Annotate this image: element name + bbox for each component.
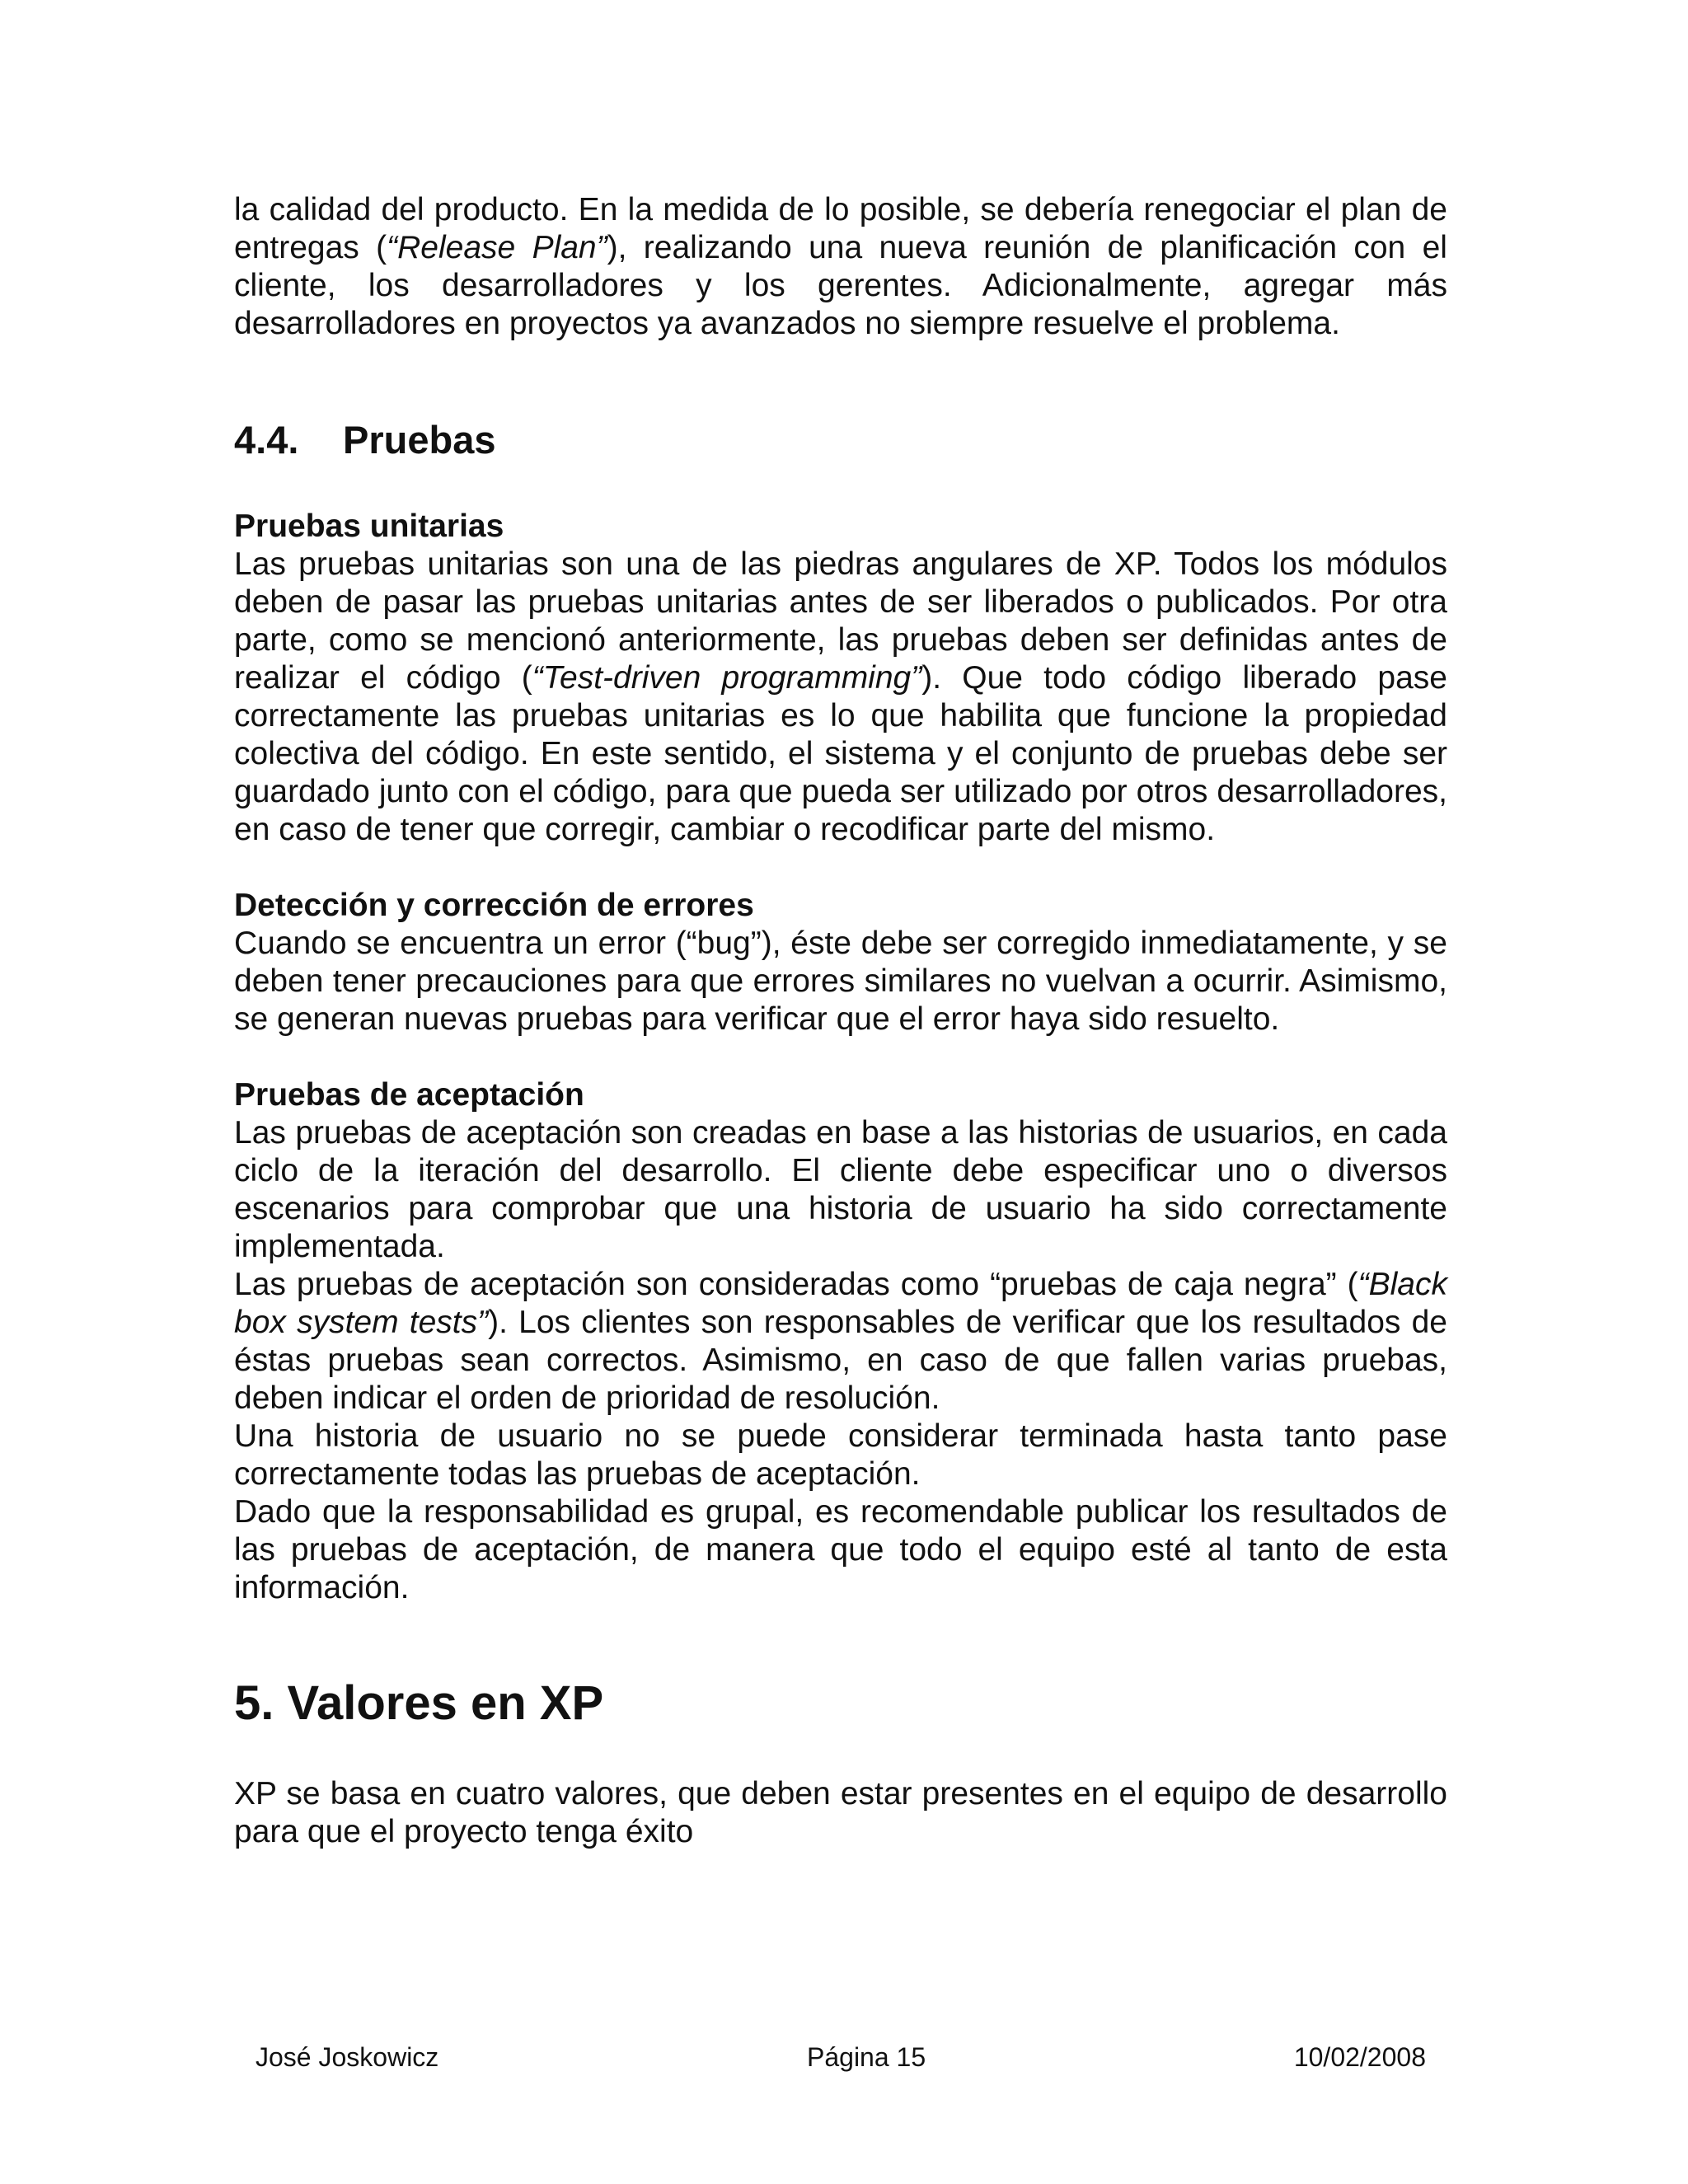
section-heading xyxy=(234,417,1447,463)
unit-tests-text-a: Las pruebas unitarias son una de las piedras angulares de XP. Todos los módulos deben de pasar las pruebas unitarias antes de ser liberados o publicados. Por otra parte, como se mencionó anteriormente, las pruebas deben ser definidas antes de realizar el código ( xyxy=(234,546,1447,696)
unit-tests-paragraph xyxy=(234,546,1447,849)
chapter-title: 5. Valores en XP xyxy=(234,1676,604,1730)
acceptance-paragraph-1: Las pruebas de aceptación son creadas en base a las historias de usuarios, en cada ciclo de la iteración del desarrollo. El cliente debe especificar uno o diversos escenarios para comprobar que una historia de usuario ha sido correctamente implementada. xyxy=(234,1115,1447,1264)
acceptance-p2-text-c: ). Los clientes son responsables de verificar que los resultados de éstas pruebas sean correctos. Asimismo, en caso de que fallen varias pruebas, deben indicar el orden de prioridad de resolución. xyxy=(234,1305,1448,1416)
bugs-paragraph: Cuando se encuentra un error (“bug”), éste debe ser corregido inmediatamente, y se deben tener precauciones para que errores similares no vuelvan a ocurrir. Asimismo, se generan nuevas pruebas para verificar que el error haya sido resuelto. xyxy=(234,926,1447,1037)
acceptance-paragraph-4: Dado que la responsabilidad es grupal, es recomendable publicar los resultados de las pruebas de aceptación, de manera que todo el equipo esté al tanto de esta información. xyxy=(234,1494,1447,1605)
acceptance-paragraph-3: Una historia de usuario no se puede considerar terminada hasta tanto pase correctamente todas las pruebas de aceptación. xyxy=(234,1418,1447,1492)
section-number: 4.4. xyxy=(234,418,299,462)
page-content xyxy=(234,191,1447,1851)
acceptance-paragraph-2 xyxy=(234,1266,1447,1418)
footer-page-number: Página 15 xyxy=(807,2042,926,2072)
chapter-paragraph: XP se basa en cuatro valores, que deben estar presentes en el equipo de desarrollo para que el proyecto tenga éxito xyxy=(234,1776,1447,1849)
unit-tests-heading: Pruebas unitarias xyxy=(234,509,504,544)
footer-date: 10/02/2008 xyxy=(1293,2042,1426,2072)
release-plan-term: “Release Plan” xyxy=(387,230,607,265)
acceptance-p2-text-a: Las pruebas de aceptación son consideradas como “pruebas de caja negra” ( xyxy=(234,1267,1358,1302)
tdd-term: “Test-driven programming” xyxy=(532,660,922,696)
footer-author: José Joskowicz xyxy=(256,2042,439,2072)
acceptance-heading: Pruebas de aceptación xyxy=(234,1077,584,1113)
intro-text-c: ), realizando una nueva reunión de planificación con el cliente, los desarrolladores y los gerentes. Adicionalmente, agregar más desarrolladores en proyectos ya avanzados no siempre resuelve el problema. xyxy=(234,230,1447,341)
intro-paragraph xyxy=(234,191,1447,343)
black-box-term: “Black box system tests” xyxy=(234,1267,1447,1340)
intro-text-a: la calidad del producto. En la medida de lo posible, se debería renegociar el plan de entregas ( xyxy=(234,192,1447,265)
unit-tests-text-c: ). Que todo código liberado pase correctamente las pruebas unitarias es lo que habilita que funcione la propiedad colectiva del código. En este sentido, el sistema y el conjunto de pruebas debe ser guardado junto con el código, para que pueda ser utilizado por otros desarrolladores, en caso de tener que corregir, cambiar o recodificar parte del mismo. xyxy=(234,660,1447,847)
bugs-heading: Detección y corrección de errores xyxy=(234,888,754,923)
section-title: Pruebas xyxy=(343,418,496,462)
page-footer xyxy=(256,2041,1426,2074)
